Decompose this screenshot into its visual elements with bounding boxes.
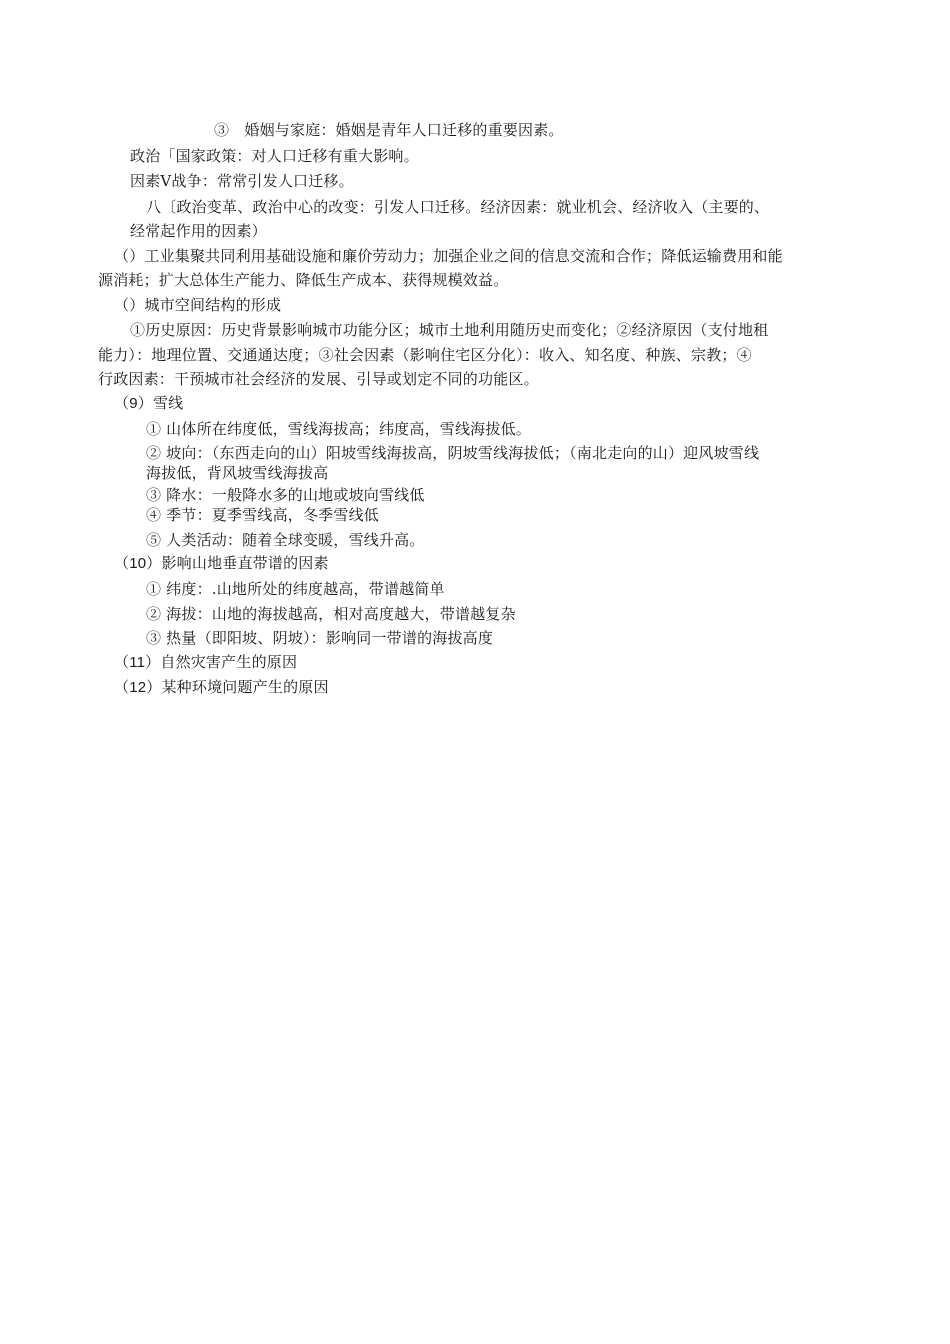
- text-line-vertical-zone-heat: ③ 热量（即阳坡、阴坡）：影响同一带谱的海拔高度: [146, 629, 494, 647]
- text-line-vertical-zone-heading: （10）影响山地垂直带谱的因素: [114, 555, 329, 572]
- text-line-marriage: ③ 婚姻与家庭：婚姻是青年人口迁移的重要因素。: [214, 121, 564, 139]
- text-line-urban-structure-heading: （）城市空间结构的形成: [114, 296, 282, 314]
- text-line-vertical-zone-latitude: ① 纬度：.山地所处的纬度越高，带谱越简单: [146, 580, 445, 598]
- text-line-natural-disaster: （11）自然灾害产生的原因: [114, 654, 298, 671]
- text-line-snowline-precipitation: ③ 降水：一般降水多的山地或坡向雪线低: [146, 486, 425, 504]
- text-line-policy: 政治「国家政策：对人口迁移有重大影响。: [130, 147, 419, 165]
- text-line-urban-structure-2: 能力）：地理位置、交通通达度；③社会因素（影响住宅区分化）：收入、知名度、种族、宗教；④: [98, 346, 752, 364]
- text-line-snowline-season: ④ 季节：夏季雪线高，冬季雪线低: [146, 506, 379, 524]
- text-line-economic-factor: 经常起作用的因素）: [130, 222, 267, 240]
- text-line-industry-agglomeration: （）工业集聚共同利用基础设施和廉价劳动力；加强企业之间的信息交流和合作；降低运输费用和能: [114, 247, 783, 265]
- text-line-war: 因素Ⅴ战争：常常引发人口迁移。: [130, 172, 354, 190]
- text-line-snowline-heading: （9）雪线: [114, 395, 184, 412]
- text-line-urban-structure-1: ①历史原因：历史背景影响城市功能分区；城市土地利用随历史而变化；②经济原因（支付地租: [130, 321, 769, 339]
- text-line-snowline-human: ⑤ 人类活动：随着全球变暖，雪线升高。: [146, 531, 425, 549]
- text-line-urban-structure-3: 行政因素：干预城市社会经济的发展、引导或划定不同的功能区。: [98, 370, 539, 388]
- text-line-vertical-zone-altitude: ② 海拔：山地的海拔越高，相对高度越大，带谱越复杂: [146, 605, 516, 623]
- text-line-political-change: 八〔政治变革、政治中心的改变：引发人口迁移。经济因素：就业机会、经济收入（主要的、: [146, 198, 770, 216]
- text-line-environment-problem: （12）某种环境问题产生的原因: [114, 679, 329, 696]
- text-line-snowline-slope-cont: 海拔低，背风坡雪线海拔高: [146, 464, 329, 482]
- text-line-snowline-latitude: ① 山体所在纬度低，雪线海拔高；纬度高，雪线海拔低。: [146, 420, 531, 438]
- text-line-snowline-slope: ② 坡向：（东西走向的山）阳坡雪线海拔高，阴坡雪线海拔低；（南北走向的山）迎风坡雪线: [146, 444, 760, 462]
- text-line-industry-agglomeration-cont: 源消耗；扩大总体生产能力、降低生产成本、获得规模效益。: [98, 271, 509, 289]
